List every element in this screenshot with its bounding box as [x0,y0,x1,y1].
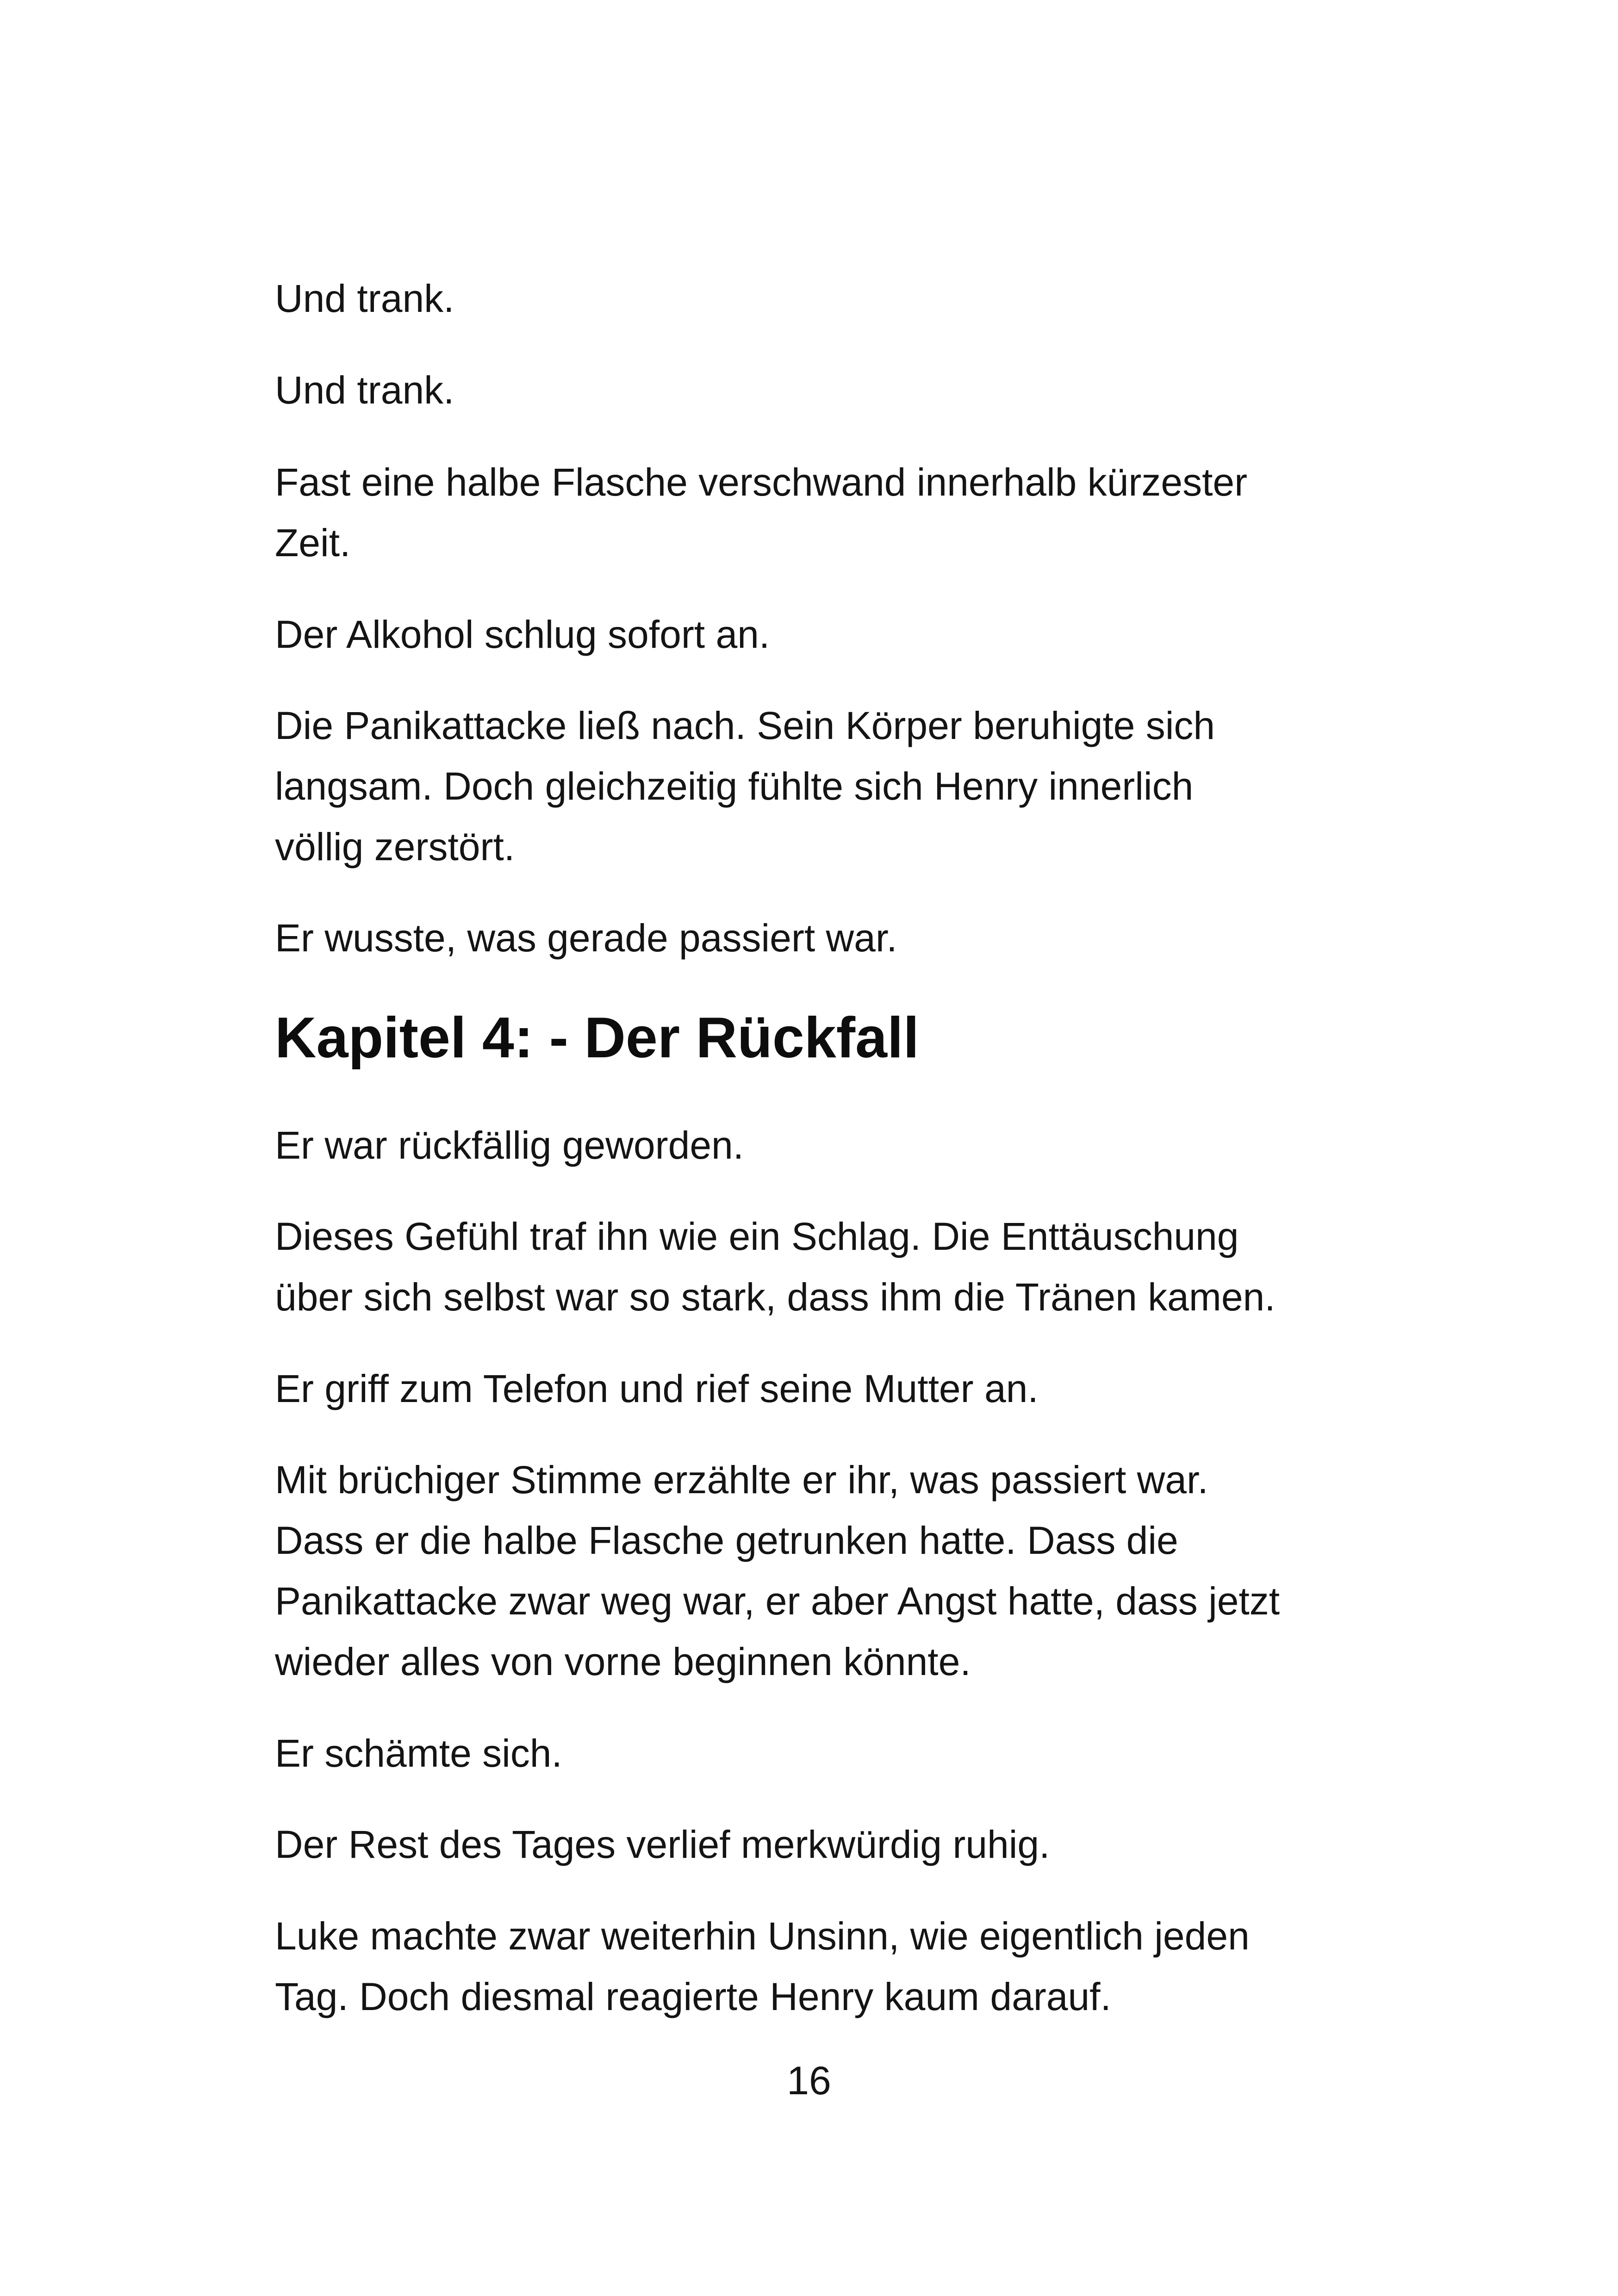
paragraph [275,1814,1353,1875]
text-line: Der Rest des Tages verlief merkwürdig ruhig. [275,1823,1050,1866]
paragraph [275,1450,1353,1692]
page-number: 16 [787,2059,831,2103]
text-line: völlig zerstört. [275,825,515,869]
text-line: Er wusste, was gerade passiert war. [275,916,897,960]
text-line: Dieses Gefühl traf ihn wie ein Schlag. Die Enttäuschung [275,1215,1239,1258]
paragraph [275,1115,1353,1176]
paragraph [275,1906,1353,2027]
text-line: Der Alkohol schlug sofort an. [275,613,770,656]
text-line: Und trank. [275,277,454,320]
text-line: Und trank. [275,368,454,412]
text-line: Er griff zum Telefon und rief seine Mutter an. [275,1367,1039,1410]
paragraph [275,1359,1353,1419]
paragraph [275,1206,1353,1328]
text-line: Er schämte sich. [275,1731,562,1775]
text-line: wieder alles von vorne beginnen könnte. [275,1640,971,1683]
text-line: Fast eine halbe Flasche verschwand innerhalb kürzester [275,460,1248,504]
text-line: langsam. Doch gleichzeitig fühlte sich Henry innerlich [275,764,1194,808]
text-line: Mit brüchiger Stimme erzählte er ihr, was passiert war. [275,1458,1208,1502]
text-line: Luke machte zwar weiterhin Unsinn, wie eigentlich jeden [275,1914,1250,1958]
paragraph [275,268,1353,329]
paragraph [275,360,1353,421]
paragraph [275,604,1353,665]
text-line: Dass er die halbe Flasche getrunken hatte. Dass die [275,1519,1178,1562]
text-line: Tag. Doch diesmal reagierte Henry kaum darauf. [275,1975,1111,2018]
text-line: Er war rückfällig geworden. [275,1123,744,1167]
text-line: Panikattacke zwar weg war, er aber Angst hatte, dass jetzt [275,1579,1280,1623]
chapter-heading: Kapitel 4: - Der Rückfall [275,1006,919,1070]
paragraph [275,1723,1353,1784]
paragraph [275,908,1353,968]
paragraph [275,695,1353,877]
text-line: Die Panikattacke ließ nach. Sein Körper beruhigte sich [275,704,1215,747]
text-line: Zeit. [275,521,351,565]
text-line: über sich selbst war so stark, dass ihm die Tränen kamen. [275,1275,1276,1319]
paragraph [275,452,1353,573]
